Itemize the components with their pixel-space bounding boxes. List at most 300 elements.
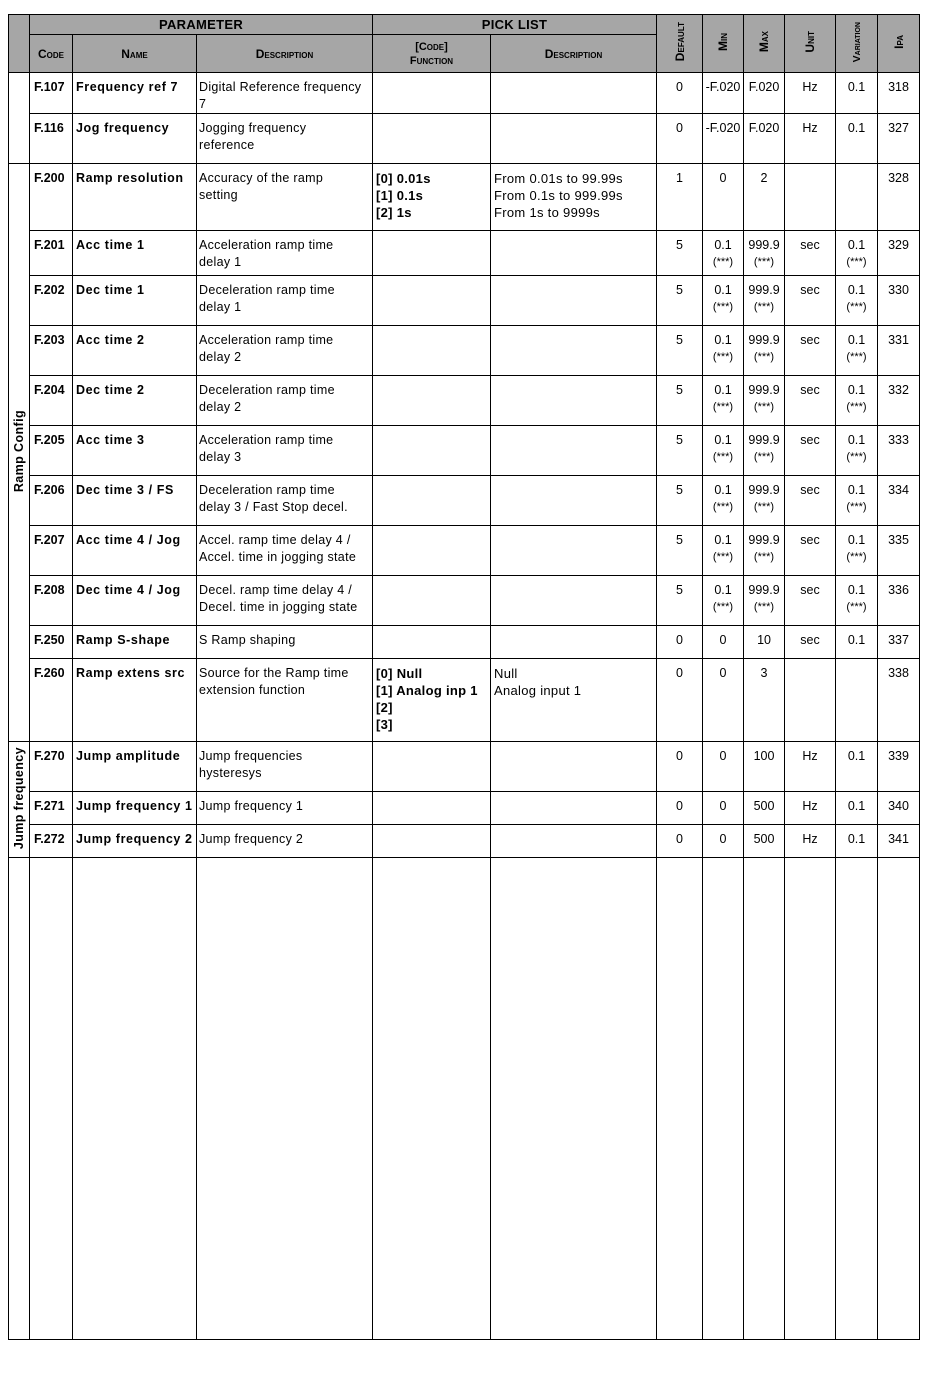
section-label-empty: [9, 73, 30, 164]
param-min-line: 0.1: [714, 533, 732, 547]
filler-cell: [836, 858, 878, 1340]
param-unit: [785, 164, 836, 231]
param-code: F.107: [30, 73, 73, 114]
param-min: [703, 526, 744, 576]
param-unit: sec: [785, 576, 836, 626]
filler-cell: [657, 858, 703, 1340]
param-code: F.271: [30, 792, 73, 825]
picklist-code-line: [0] Null: [376, 666, 423, 681]
param-max-line: 999.9: [748, 238, 780, 252]
param-name: Dec time 1: [73, 276, 197, 326]
picklist-description: [491, 114, 657, 164]
picklist-description: [491, 792, 657, 825]
param-max: [744, 526, 785, 576]
picklist-code: [373, 231, 491, 276]
param-description: [197, 476, 373, 526]
picklist-description: [491, 426, 657, 476]
header-description: Description: [197, 35, 373, 73]
section-label-text: Ramp Config: [12, 409, 26, 493]
picklist-code: [373, 426, 491, 476]
param-description: [197, 73, 373, 114]
param-unit: sec: [785, 276, 836, 326]
param-variation: [836, 376, 878, 426]
table-row: [9, 792, 920, 825]
param-min: [703, 792, 744, 825]
param-variation: [836, 164, 878, 231]
param-min-line: -F.020: [705, 121, 741, 135]
param-min-line: (***): [712, 401, 734, 413]
param-max: [744, 231, 785, 276]
param-variation-line: 0.1: [847, 583, 866, 597]
param-description-line: reference: [199, 138, 255, 152]
param-min: [703, 825, 744, 858]
param-unit: Hz: [785, 825, 836, 858]
param-max: [744, 576, 785, 626]
filler-cell: [197, 858, 373, 1340]
param-ipa: 331: [878, 326, 920, 376]
param-variation-line: (***): [846, 401, 867, 413]
picklist-code: [373, 326, 491, 376]
param-description: [197, 276, 373, 326]
param-description-line: extension function: [199, 683, 306, 697]
param-max-line: 999.9: [748, 483, 780, 497]
param-description: [197, 114, 373, 164]
picklist-code: [373, 742, 491, 792]
picklist-code: [373, 526, 491, 576]
table-body: [9, 73, 920, 1340]
param-min-line: 0.1: [714, 583, 732, 597]
param-variation: [836, 659, 878, 742]
param-variation: [836, 426, 878, 476]
param-code: F.260: [30, 659, 73, 742]
param-description-line: Decel. time in jogging state: [199, 600, 358, 614]
param-description-line: delay 1: [199, 255, 242, 269]
param-description-line: Accel. time in jogging state: [199, 550, 357, 564]
param-max-line: 999.9: [748, 583, 780, 597]
picklist-code: [373, 792, 491, 825]
param-code: F.208: [30, 576, 73, 626]
param-name: Jog frequency: [73, 114, 197, 164]
param-description: [197, 626, 373, 659]
param-variation-line: (***): [846, 351, 867, 363]
param-description-line: Decel. ramp time delay 4 /: [199, 583, 352, 597]
filler-cell: [703, 858, 744, 1340]
param-name: Dec time 3 / FS: [73, 476, 197, 526]
picklist-description: [491, 526, 657, 576]
param-description-line: delay 1: [199, 300, 242, 314]
param-ipa: 330: [878, 276, 920, 326]
param-max: [744, 825, 785, 858]
param-max: [744, 376, 785, 426]
filler-cell: [878, 858, 920, 1340]
param-ipa: 339: [878, 742, 920, 792]
param-description-line: Digital Reference frequency 7: [199, 80, 362, 111]
param-name: Acc time 1: [73, 231, 197, 276]
param-default: 0: [657, 825, 703, 858]
param-unit: sec: [785, 376, 836, 426]
param-max-line: 999.9: [748, 433, 780, 447]
param-min-line: (***): [712, 351, 734, 363]
section-label-ramp-config: [9, 164, 30, 742]
param-max-line: 999.9: [748, 383, 780, 397]
table-row: [9, 426, 920, 476]
header-ipa: Ipa: [878, 15, 920, 73]
param-min: [703, 164, 744, 231]
picklist-code: [373, 376, 491, 426]
param-description-line: Jump frequency 1: [199, 799, 304, 813]
param-description-line: delay 2: [199, 350, 242, 364]
param-description: [197, 659, 373, 742]
picklist-description-line: From 0.1s to 999.99s: [494, 188, 623, 203]
param-variation-line: 0.1: [847, 799, 866, 813]
param-variation: [836, 742, 878, 792]
table-row: [9, 526, 920, 576]
param-description-line: Jogging frequency: [199, 121, 307, 135]
table-header: [9, 15, 920, 73]
param-variation-line: (***): [846, 451, 867, 463]
param-code: F.205: [30, 426, 73, 476]
param-default: 5: [657, 476, 703, 526]
param-max: [744, 659, 785, 742]
param-default: 0: [657, 73, 703, 114]
param-variation-line: 0.1: [847, 121, 866, 135]
header-pick-code: [Code] Function: [373, 35, 491, 73]
param-max: [744, 792, 785, 825]
picklist-description: [491, 742, 657, 792]
picklist-description: [491, 626, 657, 659]
param-variation: [836, 114, 878, 164]
parameter-table-container: [8, 14, 919, 1337]
section-label-text: Jump frequency: [12, 746, 26, 850]
header-picklist-group: PICK LIST: [373, 15, 657, 35]
param-max-line: (***): [753, 551, 775, 563]
param-description: [197, 426, 373, 476]
param-description-line: Accuracy of the ramp: [199, 171, 324, 185]
param-variation: [836, 73, 878, 114]
picklist-code: [373, 626, 491, 659]
param-variation: [836, 576, 878, 626]
table-row: [9, 476, 920, 526]
param-name: Acc time 4 / Jog: [73, 526, 197, 576]
param-variation: [836, 276, 878, 326]
param-default: 5: [657, 426, 703, 476]
param-default: 5: [657, 326, 703, 376]
param-description: [197, 576, 373, 626]
table-row: [9, 576, 920, 626]
param-min-line: 0: [719, 633, 727, 647]
param-variation: [836, 231, 878, 276]
param-variation-line: 0.1: [847, 238, 866, 252]
param-name: Frequency ref 7: [73, 73, 197, 114]
filler-cell: [744, 858, 785, 1340]
param-variation-line: 0.1: [847, 383, 866, 397]
param-name: Ramp resolution: [73, 164, 197, 231]
param-min-line: (***): [712, 301, 734, 313]
param-description: [197, 742, 373, 792]
param-max-line: 999.9: [748, 283, 780, 297]
picklist-code: [373, 164, 491, 231]
picklist-code: [373, 659, 491, 742]
param-variation-line: 0.1: [847, 533, 866, 547]
param-min-line: (***): [712, 256, 734, 268]
param-description-line: setting: [199, 188, 238, 202]
header-name: Name: [73, 35, 197, 73]
param-default: 5: [657, 231, 703, 276]
param-default: 0: [657, 742, 703, 792]
param-min: [703, 114, 744, 164]
picklist-code-line: [2] 1s: [376, 205, 412, 220]
param-min: [703, 476, 744, 526]
param-code: F.201: [30, 231, 73, 276]
param-description: [197, 326, 373, 376]
param-max: [744, 426, 785, 476]
param-unit: Hz: [785, 742, 836, 792]
header-default: Default: [657, 15, 703, 73]
param-max-line: F.020: [748, 80, 780, 94]
param-max: [744, 626, 785, 659]
picklist-code: [373, 276, 491, 326]
param-min: [703, 73, 744, 114]
param-ipa: 332: [878, 376, 920, 426]
param-default: 0: [657, 626, 703, 659]
header-unit: Unit: [785, 15, 836, 73]
param-max: [744, 742, 785, 792]
picklist-description: [491, 376, 657, 426]
header-max: Max: [744, 15, 785, 73]
param-ipa: 335: [878, 526, 920, 576]
param-ipa: 336: [878, 576, 920, 626]
param-code: F.270: [30, 742, 73, 792]
param-description-line: delay 3: [199, 450, 242, 464]
table-row: [9, 626, 920, 659]
param-max-line: 999.9: [748, 533, 780, 547]
param-code: F.204: [30, 376, 73, 426]
param-max: [744, 164, 785, 231]
picklist-description: [491, 576, 657, 626]
param-max-line: 2: [760, 171, 768, 185]
header-pick-description: Description: [491, 35, 657, 73]
param-ipa: 333: [878, 426, 920, 476]
param-max-line: (***): [753, 601, 775, 613]
param-description-line: S Ramp shaping: [199, 633, 296, 647]
param-ipa: 340: [878, 792, 920, 825]
param-unit: Hz: [785, 792, 836, 825]
param-code: F.200: [30, 164, 73, 231]
param-max: [744, 326, 785, 376]
param-min-line: 0: [719, 832, 727, 846]
param-unit: sec: [785, 426, 836, 476]
param-variation: [836, 476, 878, 526]
param-unit: Hz: [785, 114, 836, 164]
param-variation: [836, 825, 878, 858]
param-max-line: (***): [753, 351, 775, 363]
param-description: [197, 825, 373, 858]
param-max-line: F.020: [748, 121, 780, 135]
param-description-line: Acceleration ramp time: [199, 433, 334, 447]
param-max: [744, 276, 785, 326]
param-max: [744, 73, 785, 114]
picklist-description: [491, 659, 657, 742]
param-default: 0: [657, 659, 703, 742]
table-row: [9, 231, 920, 276]
param-max-line: 10: [757, 633, 771, 647]
table-row: [9, 114, 920, 164]
param-variation-line: 0.1: [847, 433, 866, 447]
param-min-line: 0.1: [714, 238, 732, 252]
param-variation-line: (***): [846, 301, 867, 313]
picklist-code: [373, 825, 491, 858]
picklist-description: [491, 164, 657, 231]
param-max-line: (***): [753, 301, 775, 313]
param-code: F.203: [30, 326, 73, 376]
parameter-table: [8, 14, 920, 1340]
filler-cell: [785, 858, 836, 1340]
param-default: 5: [657, 376, 703, 426]
table-row: [9, 73, 920, 114]
param-min: [703, 426, 744, 476]
param-max-line: 500: [753, 832, 775, 846]
param-description-line: hysteresys: [199, 766, 262, 780]
picklist-description-line: Null: [494, 666, 518, 681]
param-variation: [836, 326, 878, 376]
param-ipa: 334: [878, 476, 920, 526]
param-variation-line: 0.1: [847, 333, 866, 347]
param-min-line: 0: [719, 666, 727, 680]
param-ipa: 328: [878, 164, 920, 231]
param-min-line: (***): [712, 551, 734, 563]
param-min-line: 0.1: [714, 383, 732, 397]
table-row: [9, 659, 920, 742]
param-description: [197, 526, 373, 576]
param-description-line: Acceleration ramp time: [199, 333, 334, 347]
param-min-line: 0: [719, 749, 727, 763]
header-parameter-group: PARAMETER: [30, 15, 373, 35]
table-filler-row: [9, 858, 920, 1340]
param-name: Dec time 2: [73, 376, 197, 426]
table-row: [9, 164, 920, 231]
picklist-code-line: [1] 0.1s: [376, 188, 424, 203]
picklist-code-line: [2]: [376, 700, 393, 715]
param-min: [703, 742, 744, 792]
param-description: [197, 792, 373, 825]
param-description: [197, 164, 373, 231]
param-max-line: 500: [753, 799, 775, 813]
param-variation-line: 0.1: [847, 832, 866, 846]
param-ipa: 338: [878, 659, 920, 742]
param-name: Jump frequency 2: [73, 825, 197, 858]
picklist-code: [373, 73, 491, 114]
param-default: 1: [657, 164, 703, 231]
param-description: [197, 376, 373, 426]
param-code: F.202: [30, 276, 73, 326]
param-unit: Hz: [785, 73, 836, 114]
param-min-line: -F.020: [705, 80, 741, 94]
param-code: F.207: [30, 526, 73, 576]
picklist-description: [491, 825, 657, 858]
param-variation: [836, 792, 878, 825]
param-min-line: (***): [712, 451, 734, 463]
param-min-line: 0: [719, 799, 727, 813]
picklist-description: [491, 326, 657, 376]
param-variation-line: (***): [846, 501, 867, 513]
param-unit: sec: [785, 626, 836, 659]
param-variation: [836, 626, 878, 659]
param-min-line: (***): [712, 501, 734, 513]
param-variation-line: (***): [846, 256, 867, 268]
param-min-line: (***): [712, 601, 734, 613]
param-min-line: 0.1: [714, 333, 732, 347]
param-unit: sec: [785, 231, 836, 276]
table-row: [9, 376, 920, 426]
param-description-line: Acceleration ramp time: [199, 238, 334, 252]
param-variation-line: (***): [846, 551, 867, 563]
table-row: [9, 825, 920, 858]
param-unit: sec: [785, 326, 836, 376]
param-description-line: Jump frequencies: [199, 749, 303, 763]
param-variation: [836, 526, 878, 576]
picklist-code: [373, 576, 491, 626]
filler-cell: [73, 858, 197, 1340]
header-min: Min: [703, 15, 744, 73]
table-row: [9, 742, 920, 792]
param-unit: sec: [785, 526, 836, 576]
filler-cell: [9, 858, 30, 1340]
param-description-line: Deceleration ramp time: [199, 383, 335, 397]
param-variation-line: 0.1: [847, 749, 866, 763]
filler-cell: [491, 858, 657, 1340]
param-name: Jump frequency 1: [73, 792, 197, 825]
param-description-line: delay 3 / Fast Stop decel.: [199, 500, 348, 514]
param-ipa: 341: [878, 825, 920, 858]
picklist-description: [491, 231, 657, 276]
picklist-code: [373, 476, 491, 526]
filler-cell: [373, 858, 491, 1340]
param-ipa: 327: [878, 114, 920, 164]
picklist-description: [491, 476, 657, 526]
param-min: [703, 576, 744, 626]
param-unit: [785, 659, 836, 742]
picklist-description-line: From 1s to 9999s: [494, 205, 600, 220]
param-ipa: 329: [878, 231, 920, 276]
param-variation-line: 0.1: [847, 633, 866, 647]
param-name: Dec time 4 / Jog: [73, 576, 197, 626]
param-max: [744, 114, 785, 164]
param-description-line: Jump frequency 2: [199, 832, 304, 846]
param-variation-line: 0.1: [847, 483, 866, 497]
param-min: [703, 626, 744, 659]
param-code: F.272: [30, 825, 73, 858]
header-variation: Variation: [836, 15, 878, 73]
picklist-code: [373, 114, 491, 164]
param-default: 0: [657, 792, 703, 825]
param-min-line: 0.1: [714, 433, 732, 447]
param-variation-line: 0.1: [847, 80, 866, 94]
param-max-line: (***): [753, 401, 775, 413]
param-max-line: 100: [753, 749, 775, 763]
param-min-line: 0.1: [714, 283, 732, 297]
param-name: Acc time 3: [73, 426, 197, 476]
picklist-code-line: [0] 0.01s: [376, 171, 431, 186]
section-label-jump-frequency: [9, 742, 30, 858]
param-min: [703, 326, 744, 376]
param-code: F.250: [30, 626, 73, 659]
picklist-description-line: Analog input 1: [494, 683, 582, 698]
header-code: Code: [30, 35, 73, 73]
param-default: 0: [657, 114, 703, 164]
param-min: [703, 231, 744, 276]
param-min-line: 0.1: [714, 483, 732, 497]
param-variation-line: 0.1: [847, 283, 866, 297]
